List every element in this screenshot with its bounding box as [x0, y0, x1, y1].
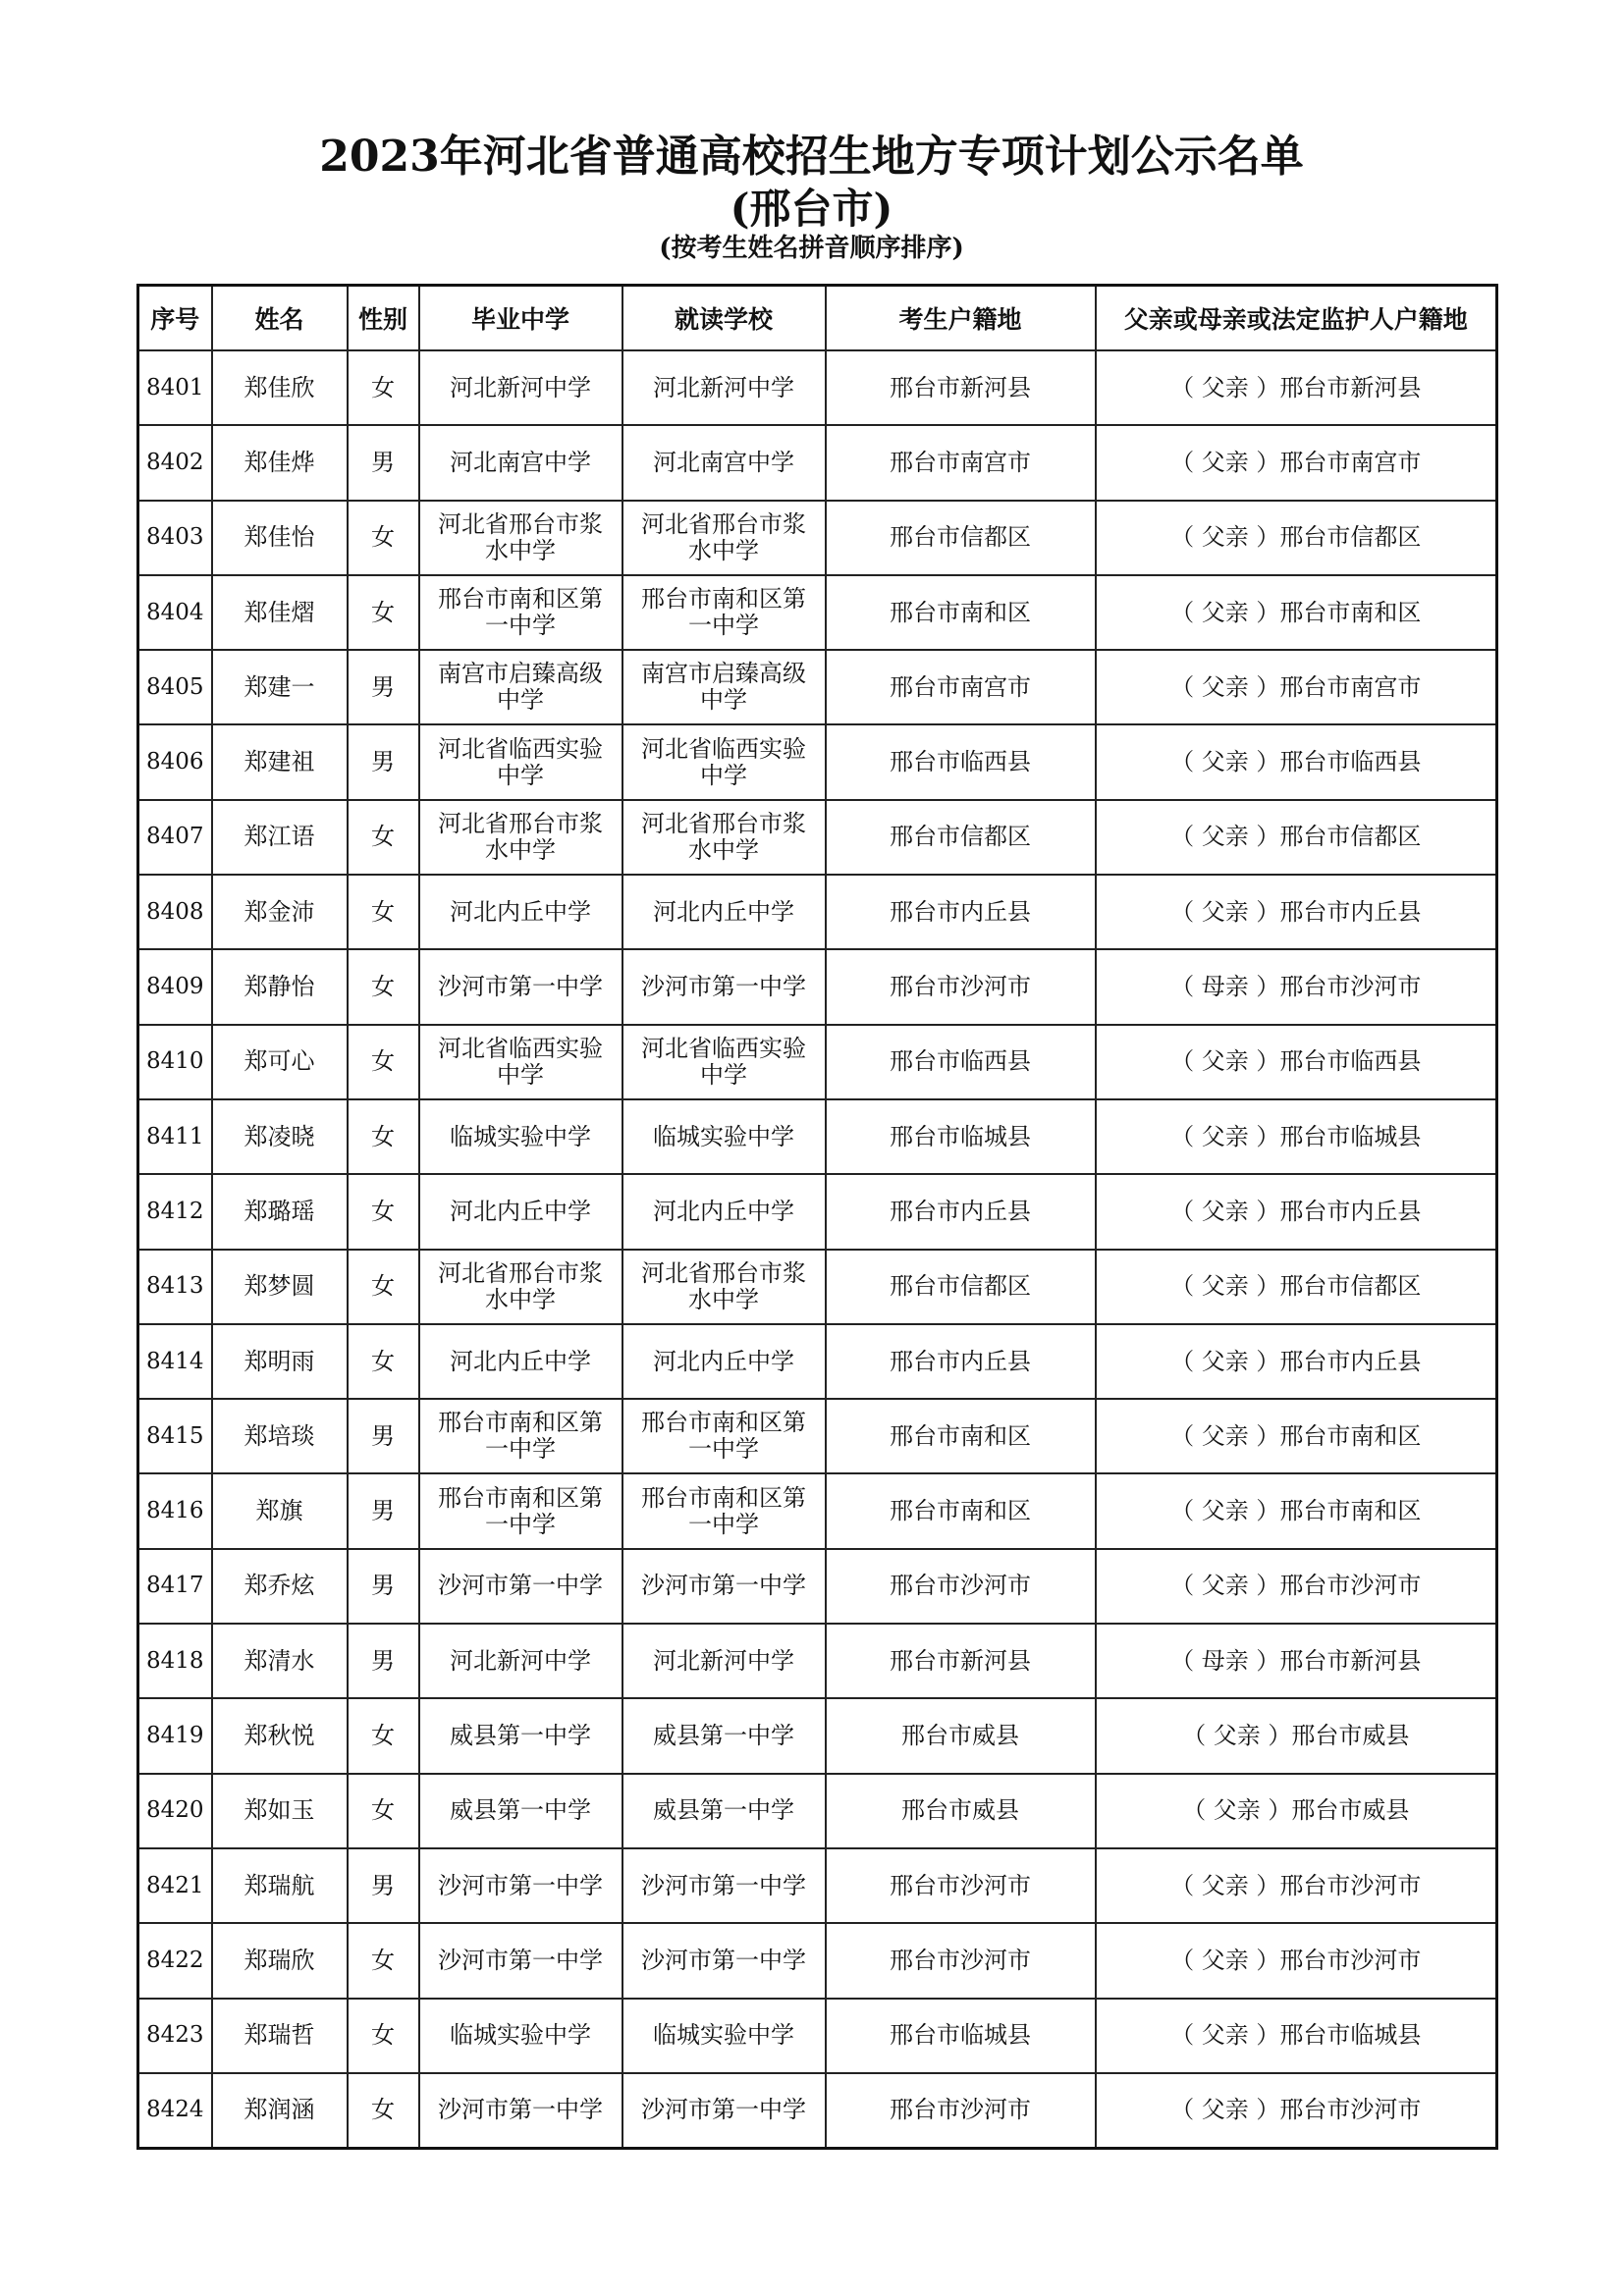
cell-seq: 8420: [138, 1774, 212, 1848]
cell-name: 郑佳熠: [212, 575, 348, 650]
cell-seq: 8424: [138, 2073, 212, 2149]
cell-graduated-school: 邢台市南和区第一中学: [419, 575, 622, 650]
cell-current-school: 河北新河中学: [622, 1624, 826, 1698]
cell-seq: 8403: [138, 501, 212, 575]
cell-seq: 8413: [138, 1250, 212, 1324]
cell-gender: 女: [348, 1324, 419, 1399]
cell-name: 郑明雨: [212, 1324, 348, 1399]
cell-seq: 8401: [138, 350, 212, 425]
cell-current-school: 河北新河中学: [622, 350, 826, 425]
cell-graduated-school: 河北南宫中学: [419, 425, 622, 500]
cell-guardian-hukou: （ 父亲 ）邢台市临西县: [1096, 1025, 1497, 1099]
cell-name: 郑培琰: [212, 1399, 348, 1473]
cell-guardian-hukou: （ 父亲 ）邢台市威县: [1096, 1698, 1497, 1773]
cell-guardian-hukou: （ 父亲 ）邢台市沙河市: [1096, 1923, 1497, 1998]
cell-seq: 8418: [138, 1624, 212, 1698]
cell-name: 郑如玉: [212, 1774, 348, 1848]
cell-name: 郑璐瑶: [212, 1174, 348, 1249]
cell-graduated-school: 南宫市启臻高级中学: [419, 650, 622, 724]
cell-graduated-school: 河北省临西实验中学: [419, 1025, 622, 1099]
cell-guardian-hukou: （ 父亲 ）邢台市内丘县: [1096, 1174, 1497, 1249]
cell-guardian-hukou: （ 父亲 ）邢台市信都区: [1096, 800, 1497, 875]
cell-current-school: 沙河市第一中学: [622, 1923, 826, 1998]
cell-current-school: 河北省邢台市浆水中学: [622, 1250, 826, 1324]
cell-seq: 8411: [138, 1099, 212, 1174]
cell-gender: 男: [348, 425, 419, 500]
table-row: [138, 575, 1497, 650]
cell-name: 郑江语: [212, 800, 348, 875]
cell-seq: 8405: [138, 650, 212, 724]
cell-gender: 女: [348, 1174, 419, 1249]
table-row: [138, 1025, 1497, 1099]
table-row: [138, 1473, 1497, 1548]
cell-name: 郑梦圆: [212, 1250, 348, 1324]
cell-seq: 8412: [138, 1174, 212, 1249]
cell-graduated-school: 河北内丘中学: [419, 1174, 622, 1249]
cell-seq: 8423: [138, 1999, 212, 2073]
cell-graduated-school: 临城实验中学: [419, 1099, 622, 1174]
cell-graduated-school: 河北内丘中学: [419, 1324, 622, 1399]
cell-student-hukou: 邢台市内丘县: [826, 1174, 1096, 1249]
table-row: [138, 650, 1497, 724]
cell-gender: 女: [348, 1250, 419, 1324]
cell-current-school: 沙河市第一中学: [622, 1549, 826, 1624]
cell-student-hukou: 邢台市临西县: [826, 1025, 1096, 1099]
cell-guardian-hukou: （ 父亲 ）邢台市南和区: [1096, 1399, 1497, 1473]
cell-graduated-school: 河北省临西实验中学: [419, 724, 622, 799]
cell-seq: 8417: [138, 1549, 212, 1624]
cell-current-school: 沙河市第一中学: [622, 949, 826, 1024]
cell-student-hukou: 邢台市威县: [826, 1698, 1096, 1773]
cell-name: 郑凌晓: [212, 1099, 348, 1174]
cell-guardian-hukou: （ 父亲 ）邢台市临城县: [1096, 1999, 1497, 2073]
cell-guardian-hukou: （ 父亲 ）邢台市沙河市: [1096, 1549, 1497, 1624]
cell-name: 郑静怡: [212, 949, 348, 1024]
header-gender: 性别: [348, 286, 419, 351]
cell-guardian-hukou: （ 父亲 ）邢台市信都区: [1096, 501, 1497, 575]
cell-current-school: 河北内丘中学: [622, 1324, 826, 1399]
cell-current-school: 河北省临西实验中学: [622, 724, 826, 799]
cell-gender: 女: [348, 1923, 419, 1998]
cell-seq: 8419: [138, 1698, 212, 1773]
cell-student-hukou: 邢台市南宫市: [826, 650, 1096, 724]
cell-seq: 8422: [138, 1923, 212, 1998]
table-row: [138, 1099, 1497, 1174]
cell-gender: 女: [348, 1774, 419, 1848]
cell-student-hukou: 邢台市临城县: [826, 1099, 1096, 1174]
cell-student-hukou: 邢台市内丘县: [826, 875, 1096, 949]
cell-guardian-hukou: （ 父亲 ）邢台市临城县: [1096, 1099, 1497, 1174]
cell-student-hukou: 邢台市南和区: [826, 1399, 1096, 1473]
cell-gender: 男: [348, 1624, 419, 1698]
table-row: [138, 1250, 1497, 1324]
cell-seq: 8402: [138, 425, 212, 500]
cell-guardian-hukou: （ 父亲 ）邢台市南宫市: [1096, 650, 1497, 724]
cell-gender: 男: [348, 650, 419, 724]
cell-name: 郑佳怡: [212, 501, 348, 575]
table-row: [138, 425, 1497, 500]
sort-note: (按考生姓名拼音顺序排序): [659, 234, 964, 263]
cell-seq: 8409: [138, 949, 212, 1024]
cell-current-school: 沙河市第一中学: [622, 1848, 826, 1923]
table-body: [138, 350, 1497, 2149]
cell-gender: 女: [348, 1025, 419, 1099]
header-student-hukou: 考生户籍地: [826, 286, 1096, 351]
cell-guardian-hukou: （ 父亲 ）邢台市沙河市: [1096, 1848, 1497, 1923]
cell-gender: 男: [348, 1473, 419, 1548]
cell-current-school: 沙河市第一中学: [622, 2073, 826, 2149]
cell-guardian-hukou: （ 父亲 ）邢台市南和区: [1096, 1473, 1497, 1548]
cell-seq: 8404: [138, 575, 212, 650]
cell-name: 郑瑞欣: [212, 1923, 348, 1998]
table-row: [138, 1174, 1497, 1249]
cell-seq: 8421: [138, 1848, 212, 1923]
cell-gender: 男: [348, 1848, 419, 1923]
cell-graduated-school: 河北省邢台市浆水中学: [419, 501, 622, 575]
cell-graduated-school: 沙河市第一中学: [419, 2073, 622, 2149]
cell-graduated-school: 威县第一中学: [419, 1774, 622, 1848]
page-subtitle: (邢台市): [730, 185, 893, 233]
cell-gender: 男: [348, 724, 419, 799]
cell-gender: 女: [348, 1099, 419, 1174]
cell-graduated-school: 邢台市南和区第一中学: [419, 1473, 622, 1548]
cell-name: 郑秋悦: [212, 1698, 348, 1773]
cell-name: 郑乔炫: [212, 1549, 348, 1624]
table-row: [138, 501, 1497, 575]
cell-name: 郑金沛: [212, 875, 348, 949]
cell-graduated-school: 邢台市南和区第一中学: [419, 1399, 622, 1473]
cell-graduated-school: 河北省邢台市浆水中学: [419, 1250, 622, 1324]
table-row: [138, 800, 1497, 875]
cell-student-hukou: 邢台市临城县: [826, 1999, 1096, 2073]
cell-gender: 女: [348, 800, 419, 875]
cell-gender: 女: [348, 501, 419, 575]
cell-gender: 女: [348, 1999, 419, 2073]
cell-gender: 女: [348, 575, 419, 650]
cell-student-hukou: 邢台市威县: [826, 1774, 1096, 1848]
cell-student-hukou: 邢台市南和区: [826, 575, 1096, 650]
cell-name: 郑润涵: [212, 2073, 348, 2149]
table-row: [138, 949, 1497, 1024]
cell-guardian-hukou: （ 父亲 ）邢台市威县: [1096, 1774, 1497, 1848]
cell-seq: 8410: [138, 1025, 212, 1099]
cell-guardian-hukou: （ 父亲 ）邢台市信都区: [1096, 1250, 1497, 1324]
header-seq: 序号: [138, 286, 212, 351]
cell-guardian-hukou: （ 母亲 ）邢台市沙河市: [1096, 949, 1497, 1024]
cell-guardian-hukou: （ 父亲 ）邢台市沙河市: [1096, 2073, 1497, 2149]
table-row: [138, 1999, 1497, 2073]
cell-current-school: 邢台市南和区第一中学: [622, 1473, 826, 1548]
cell-student-hukou: 邢台市信都区: [826, 1250, 1096, 1324]
table-row: [138, 724, 1497, 799]
cell-guardian-hukou: （ 父亲 ）邢台市南和区: [1096, 575, 1497, 650]
cell-name: 郑佳欣: [212, 350, 348, 425]
cell-gender: 女: [348, 1698, 419, 1773]
cell-current-school: 威县第一中学: [622, 1698, 826, 1773]
cell-seq: 8415: [138, 1399, 212, 1473]
cell-student-hukou: 邢台市临西县: [826, 724, 1096, 799]
cell-name: 郑旗: [212, 1473, 348, 1548]
cell-current-school: 河北省临西实验中学: [622, 1025, 826, 1099]
cell-gender: 女: [348, 949, 419, 1024]
cell-seq: 8416: [138, 1473, 212, 1548]
table-row: [138, 875, 1497, 949]
header-graduated-school: 毕业中学: [419, 286, 622, 351]
cell-student-hukou: 邢台市南和区: [826, 1473, 1096, 1548]
cell-current-school: 南宫市启臻高级中学: [622, 650, 826, 724]
cell-current-school: 河北内丘中学: [622, 1174, 826, 1249]
table-row: [138, 1324, 1497, 1399]
cell-name: 郑可心: [212, 1025, 348, 1099]
cell-name: 郑建一: [212, 650, 348, 724]
cell-graduated-school: 河北内丘中学: [419, 875, 622, 949]
table-row: [138, 1399, 1497, 1473]
cell-guardian-hukou: （ 父亲 ）邢台市内丘县: [1096, 875, 1497, 949]
table-row: [138, 1698, 1497, 1773]
cell-current-school: 威县第一中学: [622, 1774, 826, 1848]
cell-student-hukou: 邢台市沙河市: [826, 1549, 1096, 1624]
table-row: [138, 1624, 1497, 1698]
cell-name: 郑建祖: [212, 724, 348, 799]
cell-guardian-hukou: （ 父亲 ）邢台市南宫市: [1096, 425, 1497, 500]
cell-graduated-school: 沙河市第一中学: [419, 1923, 622, 1998]
cell-student-hukou: 邢台市沙河市: [826, 2073, 1096, 2149]
cell-guardian-hukou: （ 父亲 ）邢台市临西县: [1096, 724, 1497, 799]
cell-current-school: 河北内丘中学: [622, 875, 826, 949]
table-header-row: [138, 286, 1497, 351]
table-row: [138, 1848, 1497, 1923]
header-current-school: 就读学校: [622, 286, 826, 351]
cell-graduated-school: 沙河市第一中学: [419, 949, 622, 1024]
cell-student-hukou: 邢台市新河县: [826, 350, 1096, 425]
table-row: [138, 1774, 1497, 1848]
cell-current-school: 河北省邢台市浆水中学: [622, 501, 826, 575]
cell-current-school: 河北省邢台市浆水中学: [622, 800, 826, 875]
cell-current-school: 邢台市南和区第一中学: [622, 575, 826, 650]
cell-student-hukou: 邢台市新河县: [826, 1624, 1096, 1698]
cell-seq: 8407: [138, 800, 212, 875]
cell-gender: 男: [348, 1549, 419, 1624]
page-title: 2023年河北省普通高校招生地方专项计划公示名单: [319, 132, 1304, 182]
cell-name: 郑瑞哲: [212, 1999, 348, 2073]
cell-gender: 男: [348, 1399, 419, 1473]
cell-current-school: 临城实验中学: [622, 1999, 826, 2073]
cell-student-hukou: 邢台市内丘县: [826, 1324, 1096, 1399]
cell-gender: 女: [348, 2073, 419, 2149]
cell-gender: 女: [348, 350, 419, 425]
cell-graduated-school: 沙河市第一中学: [419, 1549, 622, 1624]
table-row: [138, 350, 1497, 425]
cell-graduated-school: 河北新河中学: [419, 350, 622, 425]
cell-current-school: 邢台市南和区第一中学: [622, 1399, 826, 1473]
cell-student-hukou: 邢台市沙河市: [826, 1923, 1096, 1998]
cell-student-hukou: 邢台市南宫市: [826, 425, 1096, 500]
cell-name: 郑佳烨: [212, 425, 348, 500]
cell-student-hukou: 邢台市沙河市: [826, 949, 1096, 1024]
cell-name: 郑清水: [212, 1624, 348, 1698]
cell-gender: 女: [348, 875, 419, 949]
cell-seq: 8406: [138, 724, 212, 799]
cell-guardian-hukou: （ 父亲 ）邢台市内丘县: [1096, 1324, 1497, 1399]
table-row: [138, 1923, 1497, 1998]
cell-guardian-hukou: （ 母亲 ）邢台市新河县: [1096, 1624, 1497, 1698]
table-row: [138, 2073, 1497, 2149]
cell-current-school: 临城实验中学: [622, 1099, 826, 1174]
cell-student-hukou: 邢台市沙河市: [826, 1848, 1096, 1923]
cell-name: 郑瑞航: [212, 1848, 348, 1923]
cell-student-hukou: 邢台市信都区: [826, 800, 1096, 875]
table-row: [138, 1549, 1497, 1624]
header-guardian-hukou: 父亲或母亲或法定监护人户籍地: [1096, 286, 1497, 351]
roster-table: [136, 284, 1498, 2150]
cell-graduated-school: 河北新河中学: [419, 1624, 622, 1698]
cell-seq: 8414: [138, 1324, 212, 1399]
cell-student-hukou: 邢台市信都区: [826, 501, 1096, 575]
cell-seq: 8408: [138, 875, 212, 949]
header-name: 姓名: [212, 286, 348, 351]
cell-guardian-hukou: （ 父亲 ）邢台市新河县: [1096, 350, 1497, 425]
cell-graduated-school: 河北省邢台市浆水中学: [419, 800, 622, 875]
cell-graduated-school: 临城实验中学: [419, 1999, 622, 2073]
cell-graduated-school: 沙河市第一中学: [419, 1848, 622, 1923]
cell-graduated-school: 威县第一中学: [419, 1698, 622, 1773]
cell-current-school: 河北南宫中学: [622, 425, 826, 500]
